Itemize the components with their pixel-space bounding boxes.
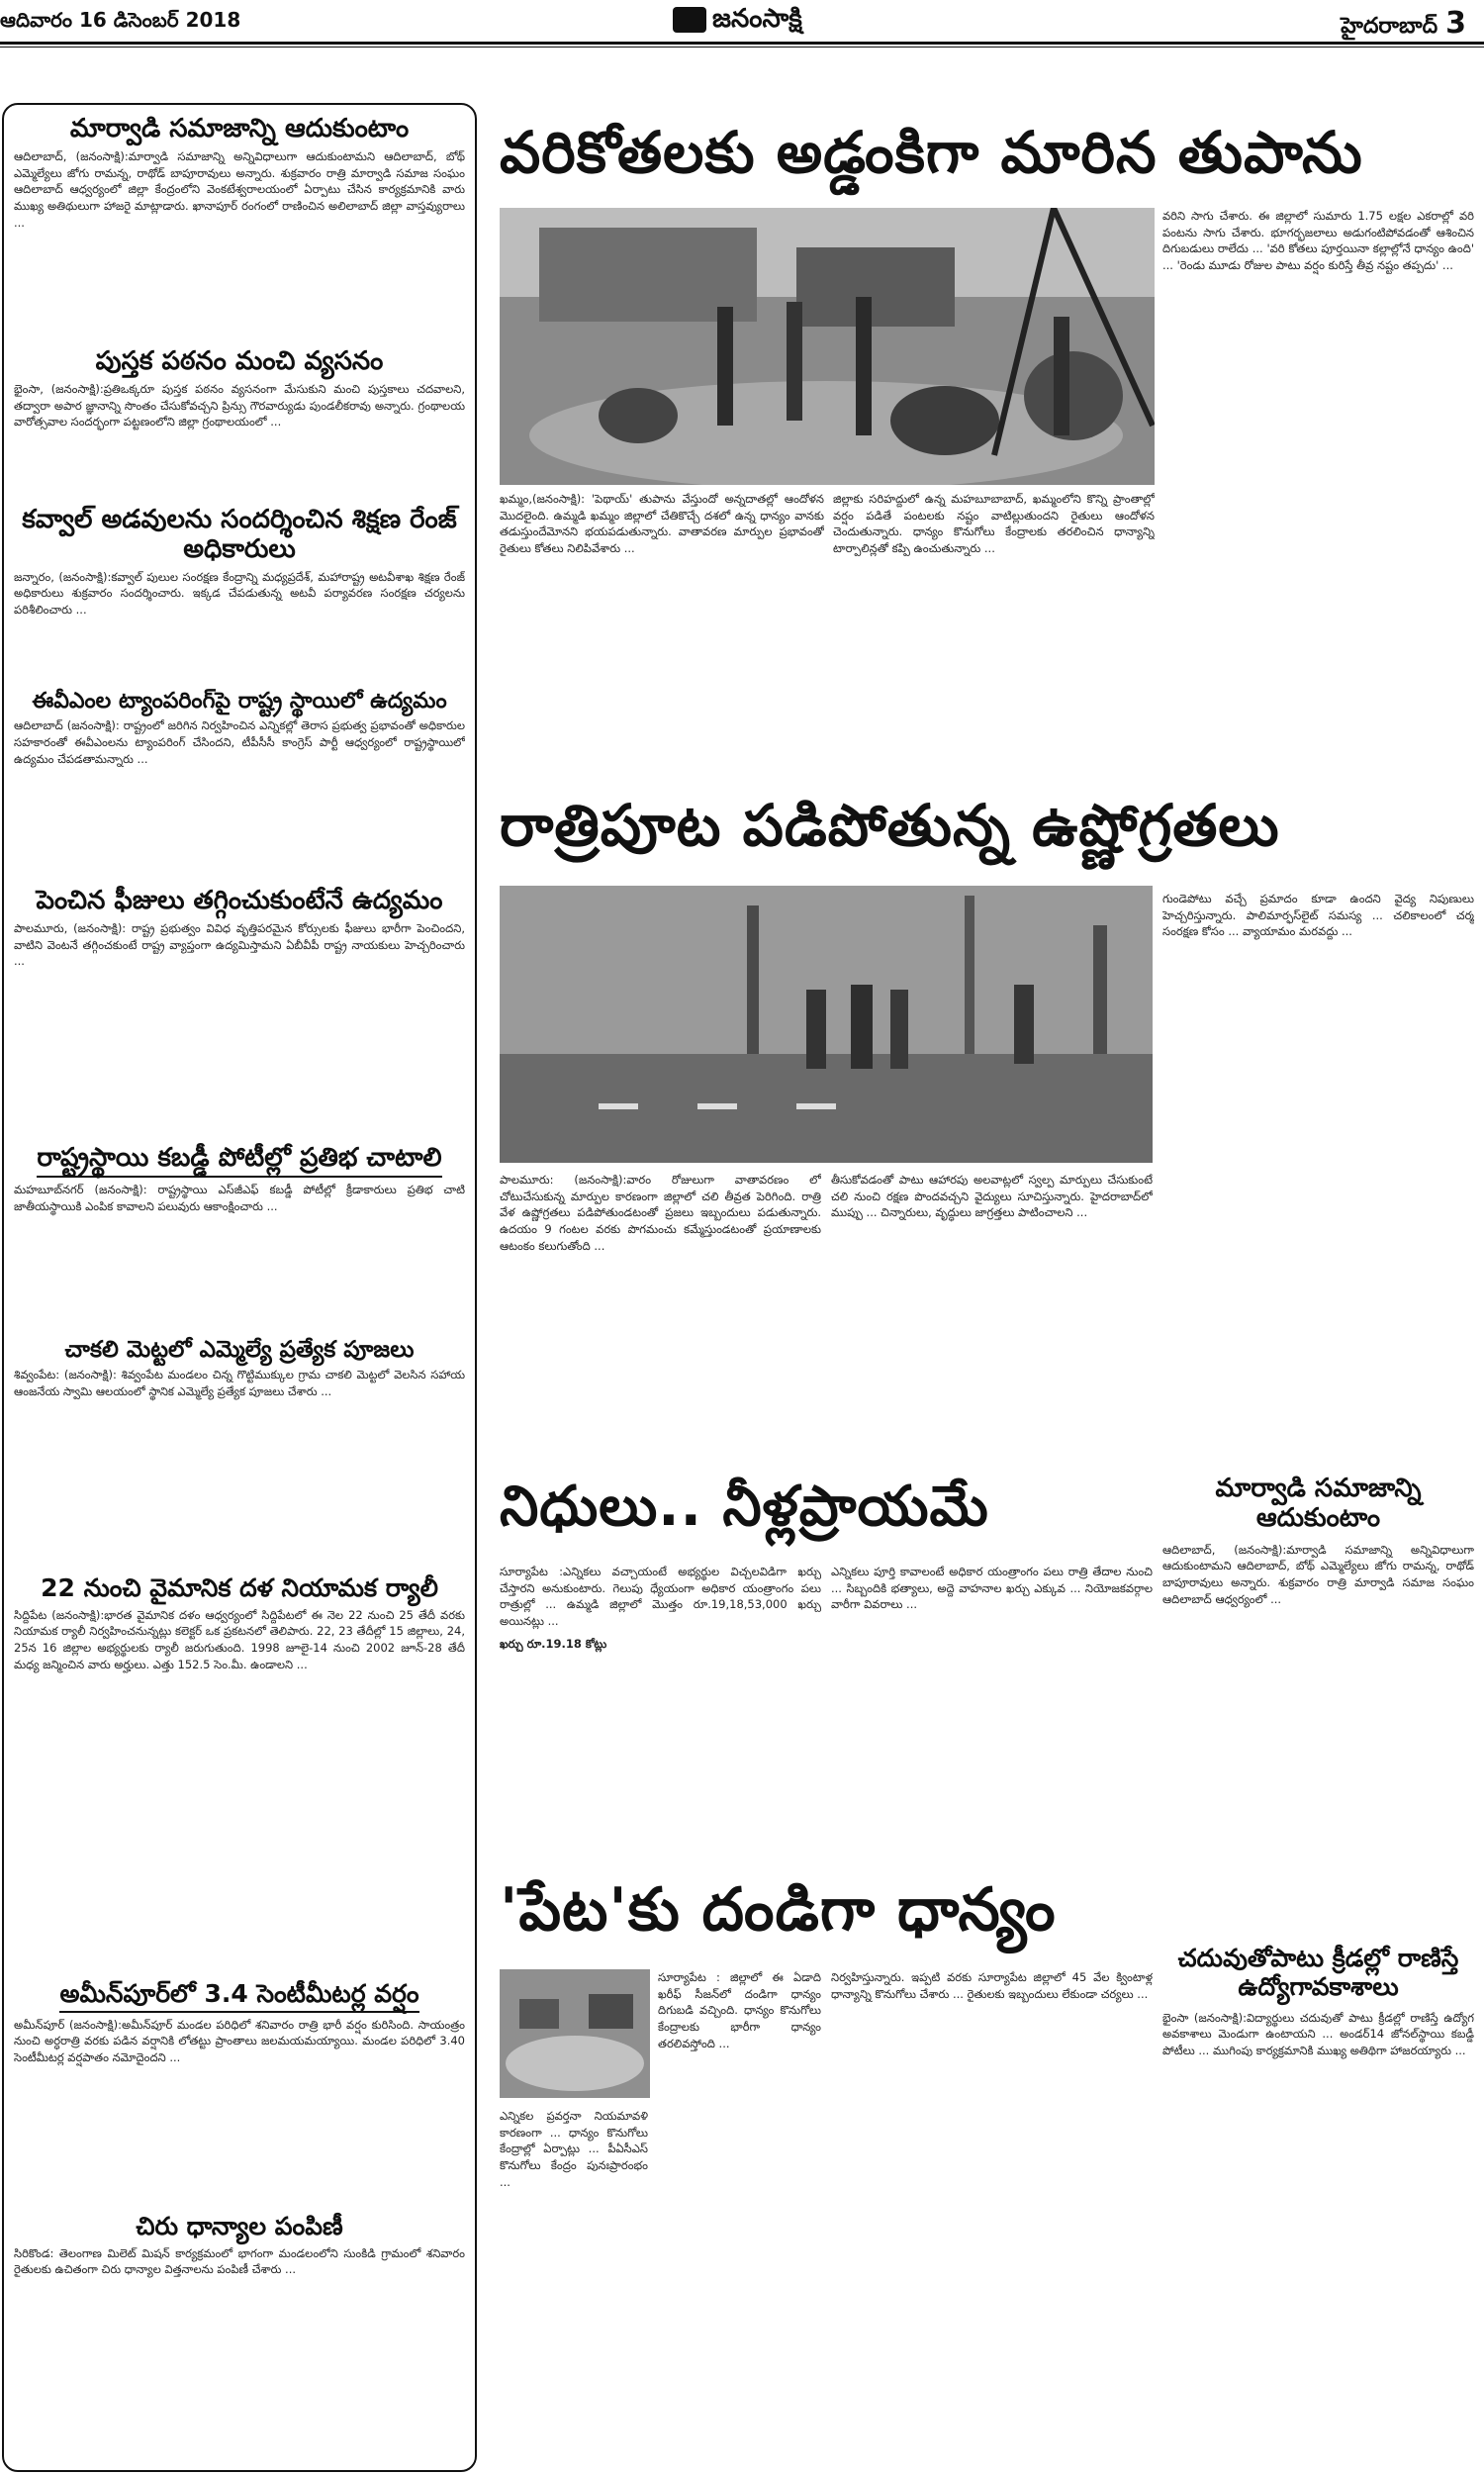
- brief-headline: పుస్తక పఠనం మంచి వ్యసనం: [95, 346, 384, 376]
- pet-col-3: ఎన్నికల ప్రవర్తనా నియమావళి కారణంగా ... ధాన్యం కొనుగోలు కేంద్రాల్లో ఏర్పాట్లు ... పీఏసీఎస్ కొనుగోలు కేంద్రం పునఃప్రారంభం ...: [500, 2109, 648, 2189]
- brief-headline: పెంచిన ఫీజులు తగ్గించుకుంటేనే ఉద్యమం: [36, 886, 443, 915]
- brief-headline: మార్వాడి సమాజాన్ని ఆదుకుంటాం: [69, 114, 410, 143]
- issue-date: ఆదివారం 16 డిసెంబర్ 2018: [0, 8, 241, 32]
- brief-headline: 22 నుంచి వైమానిక దళ నియామక ర్యాలీ: [41, 1573, 438, 1602]
- brief-story: [14, 689, 465, 866]
- fog-photo-illustration: [500, 886, 1153, 1163]
- brief-text: ఆదిలాబాద్ (జనంసాక్షి): రాష్ట్రంలో జరిగిన నిర్వహించిన ఎన్నికల్లో తెరాస ప్రభుత్వ ప్రభావంతో అధికారుల సహకారంతో ఈవీఎంలను ట్యాంపరింగ్ చేసిందని, టీపీసీసీ కాంగ్రెస్ పార్టీ ఆధ్వర్యంలో రాష్ట్రస్థాయిలో ఉద్యమం చేపడతామన్నారు ...: [14, 718, 465, 766]
- brief-headline: కవ్వాల్ అడవులను సందర్శించిన శిక్షణ రేంజ్ అధికారులు: [22, 505, 457, 564]
- brief-headline: [14, 1144, 465, 1178]
- funds-text-1: సూర్యాపేట :ఎన్నికలు వచ్చాయంటే అభ్యర్థుల విచ్చలవిడిగా ఖర్చు చేస్తారని అనుకుంటారు. గెలుపు ధ్యేయంగా అధికార యంత్రాంగం పలు రాత్రుల్లో ... ఉమ్మడి జిల్లాలో మొత్తం రూ.19,18,53,000 ఖర్చు అయినట్లు ...: [500, 1565, 821, 1629]
- grain-photo-illustration: [500, 1969, 650, 2098]
- side-text: ఆదిలాబాద్, (జనంసాక్షి):మార్వాడి సమాజాన్ని అన్నివిధాలుగా ఆదుకుంటామని ఆదిలాబాద్, బోథ్ ఎమ్మెల్యేలు జోగు రామన్న, రాథోడ్ బాపూరావులు అన్నారు. శుక్రవారం రాత్రి మార్వాడి సమాజ సంఘం ఆదిలాబాద్ ఆధ్వర్యంలో ...: [1162, 1542, 1474, 1606]
- masthead: [0, 0, 1484, 77]
- paddy-col-1: ఖమ్మం,(జనంసాక్షి): 'పెథాయ్' తుపాను వేస్తుందో అన్నదాతల్లో ఆందోళన మొదలైంది. ఉమ్మడి ఖమ్మం జిల్లాలో చేతికొచ్చే దశలో ఉన్న ధాన్యం వానకు తడుస్తుందేమోనని భయపడుతున్నారు. వాతావరణ మార్పుల ప్రభావంతో రైతులు కోతలు నిలిపివేశారు ...: [500, 492, 824, 556]
- brief-story: [14, 347, 465, 500]
- brief-headline-text: అమీన్‌పూర్‌లో 3.4 సెంటీమీటర్ల వర్షం: [59, 1980, 418, 2013]
- pet-col-2: నిర్వహిస్తున్నారు. ఇప్పటి వరకు సూర్యాపేట జిల్లాలో 45 వేల క్వింటాళ్ల ధాన్యాన్ని కొనుగోలు చేశారు ... రైతులకు ఇబ్బందులు లేకుండా చర్యలు ...: [831, 1970, 1153, 2001]
- brief-text: భైంసా, (జనంసాక్షి):ప్రతిఒక్కరూ పుస్తక పఠనం వ్యసనంగా మేసుకుని మంచి పుస్తకాలు చదవాలని, తద్వారా అపార జ్ఞానాన్ని సొంతం చేసుకోవచ్చని ప్రిన్సు గౌరవార్యుడు పుండలీకరావు అన్నారు. గ్రంథాలయ వారోత్సవాల సందర్భంగా పట్టణంలోని జిల్లా గ్రంథాలయంలో ...: [14, 381, 465, 429]
- brief-text: మహబూబ్‌నగర్ (జనంసాక్షి): రాష్ట్రస్థాయి ఎస్‌జీఎఫ్ కబడ్డీ పోటీల్లో క్రీడాకారులు ప్రతిభ చాటి జాతీయస్థాయికి ఎంపిక కావాలని పలువురు ఆకాంక్షించారు ...: [14, 1182, 465, 1213]
- brief-headline-text: రాష్ట్రస్థాయి కబడ్డీ పోటీల్లో ప్రతిభ చాటాలి: [37, 1144, 441, 1178]
- farmers-photo-illustration: [500, 208, 1155, 485]
- brief-text: అమీన్‌పూర్ (జనంసాక్షి):అమీన్‌పూర్ మండల పరిధిలో శనివారం రాత్రి భారీ వర్షం కురిసింది. సాయంత్రం నుంచి అర్ధరాత్రి వరకు పడిన వర్షానికి లోతట్టు ప్రాంతాలు జలమయమయ్యాయి. మండల పరిధిలో 3.40 సెంటీమీటర్ల వర్షపాతం నమోదైందని ...: [14, 2017, 465, 2065]
- pet-col-1: సూర్యాపేట : జిల్లాలో ఈ ఏడాది ఖరీఫ్ సీజన్‌లో దండిగా ధాన్యం దిగుబడి వచ్చింది. ధాన్యం కొనుగోలు కేంద్రాలకు భారీగా ధాన్యం తరలివస్తోంది ...: [658, 1970, 821, 2050]
- left-news-column: [2, 103, 477, 2472]
- newspaper-name: జనంసాక్షి: [712, 4, 802, 34]
- brief-headline: చిరు ధాన్యాల పంపిణీ: [136, 2212, 343, 2240]
- photo-grain: [500, 1969, 650, 2098]
- side-headline: చదువుతోపాటు క్రీడల్లో రాణిస్తే ఉద్యోగావకాశాలు: [1177, 1944, 1459, 2001]
- logo-icon: [673, 7, 706, 33]
- photo-paddy-farmers: [500, 208, 1155, 485]
- photo-fog: [500, 886, 1153, 1163]
- brief-text: జన్నారం, (జనంసాక్షి):కవ్వాల్ పులుల సంరక్షణ కేంద్రాన్ని మధ్యప్రదేశ్, మహారాష్ట్ర అటవీశాఖ శిక్షణ రేంజ్ అధికారులు శుక్రవారం సందర్శించారు. ఇక్కడ చేపడుతున్న అటవీ పర్యావరణ సంరక్షణ చర్యలను పరిశీలించారు ...: [14, 569, 465, 618]
- brief-text: సిద్దిపేట (జనంసాక్షి):భారత వైమానిక దళం ఆధ్వర్యంలో సిద్దిపేటలో ఈ నెల 22 నుంచి 25 తేదీ వరకు నియామక ర్యాలీ నిర్వహించనున్నట్లు కలెక్టర్ ఒక ప్రకటనలో తెలిపారు. 22, 23 తేదీల్లో 15 జిల్లాలు, 24, 25న 16 జిల్లాల అభ్యర్థులకు ర్యాలీ జరుగుతుంది. 1998 జూలై-14 నుంచి 2002 జూన్-28 తేదీ మధ్య జన్మించిన వారు అర్హులు. ఎత్తు 152.5 సెం.మీ. ఉండాలని ...: [14, 1607, 465, 1671]
- page-number: 3: [1445, 6, 1466, 41]
- header-rule-thin: [0, 47, 1484, 48]
- brief-text: సిరికొండ: తెలంగాణ మిలెట్ మిషన్ కార్యక్రమంలో భాగంగా మండలంలోని సుంకిడి గ్రామంలో శనివారం రైతులకు ఉచితంగా చిరు ధాన్యాల విత్తనాలను పంపిణీ చేశారు ...: [14, 2245, 465, 2277]
- cold-col-1: పాలమూరు: (జనంసాక్షి):వారం రోజులుగా వాతావరణం లో చోటుచేసుకున్న మార్పుల కారణంగా జిల్లాలో చలి తీవ్రత పెరిగింది. రాత్రి వేళ ఉష్ణోగ్రతలు పడిపోతుండటంతో ప్రజలు ఇబ్బందులు పడుతున్నారు. ఉదయం 9 గంటల వరకు పొగమంచు కమ్మేస్తుండటంతో ప్రయాణాలకు ఆటంకం కలుగుతోంది ...: [500, 1173, 821, 1253]
- brief-story: [14, 506, 465, 678]
- side-story-marwadi: [1162, 1475, 1474, 1928]
- brief-story: [14, 1574, 465, 1968]
- side-headline: మార్వాడి సమాజాన్ని ఆదుకుంటాం: [1215, 1474, 1422, 1533]
- newspaper-logo: [673, 4, 802, 40]
- paddy-col-3: వరిని సాగు చేశారు. ఈ జిల్లాలో సుమారు 1.75 లక్షల ఎకరాల్లో వరి పంటను సాగు చేశారు. భూగర్భజలాలు అడుగంటిపోవడంతో ఆశించిన దిగుబడులు రాలేదు ... 'వరి కోతలు పూర్తయినా కల్లాల్లోనే ధాన్యం ఉంది' ... 'రెండు మూడు రోజుల పాటు వర్షం కురిస్తే తీవ్ర నష్టం తప్పదు' ...: [1162, 209, 1474, 273]
- brief-headline: [14, 1980, 465, 2013]
- headline-paddy: వరికోతలకు అడ్డంకిగా మారిన తుపాను: [500, 119, 1363, 186]
- headline-pet: 'పేట'కు దండిగా ధాన్యం: [500, 1875, 1057, 1945]
- brief-text: ఆదిలాబాద్, (జనంసాక్షి):మార్వాడి సమాజాన్ని అన్నివిధాలుగా ఆదుకుంటామని ఆదిలాబాద్, బోథ్ ఎమ్మెల్యేలు జోగు రామన్న, రాథోడ్ బాపూరావులు అన్నారు. శుక్రవారం రాత్రి మార్వాడి సమాజ సంఘం ఆదిలాబాద్ ఆధ్వర్యంలో జిల్లా కేంద్రంలోని వెంకటేశ్వరాలయంలో ఏర్పాటు చేసిన కార్యక్రమానికి వారు ముఖ్య అతిథులుగా హాజరై మాట్లాడారు. ఖానాపూర్ రంగంలో రాణించిన అలిలాబాద్ జిల్లా వాస్తవ్యురాలు ...: [14, 148, 465, 230]
- side-story-sports: [1162, 1945, 1474, 2445]
- edition-city: [1341, 6, 1466, 44]
- brief-story: [14, 1337, 465, 1555]
- brief-text: పాలమూరు, (జనంసాక్షి): రాష్ట్ర ప్రభుత్వం వివిధ వృత్తిపరమైన కోర్సులకు ఫీజులు భారీగా పెంచిందని, వాటిని వెంటనే తగ్గించకుంటే రాష్ట్ర వ్యాప్తంగా ఉద్యమిస్తామని ఏబీవీపీ రాష్ట్ర నాయకులు హెచ్చరించారు ...: [14, 920, 465, 969]
- brief-story: [14, 115, 465, 336]
- funds-col-2: ఎన్నికలు పూర్తి కావాలంటే అధికార యంత్రాంగం పలు రాత్రి తేదాల నుంచి ... సిబ్బందికి భత్యాలు, అద్దె వాహనాల ఖర్చు ఎక్కువ ... నియోజకవర్గాల వారీగా వివరాలు ...: [831, 1565, 1153, 1612]
- header-rule: [0, 42, 1484, 45]
- funds-col-1: [500, 1564, 821, 1831]
- funds-subhead: ఖర్చు రూ.19.18 కోట్లు: [500, 1636, 607, 1651]
- brief-story: [14, 887, 465, 1128]
- brief-story: [14, 1144, 465, 1330]
- brief-headline: ఈవీఎంల ట్యాంపరింగ్‌పై రాష్ట్ర స్థాయిలో ఉద్యమం: [32, 689, 447, 714]
- brief-story: [14, 1980, 465, 2195]
- brief-text: శివ్వంపేట: (జనంసాక్షి): శివ్వంపేట మండలం చిన్న గొట్టిముక్కుల గ్రామ చాకలి మెట్టలో వెలసిన సహాయ ఆంజనేయ స్వామి ఆలయంలో స్థానిక ఎమ్మెల్యే ప్రత్యేక పూజలు చేశారు ...: [14, 1368, 465, 1399]
- brief-headline: చాకలి మెట్టలో ఎమ్మెల్యే ప్రత్యేక పూజలు: [64, 1337, 415, 1363]
- cold-col-2: తీసుకోవడంతో పాటు ఆహారపు అలవాట్లలో స్వల్ప మార్పులు చేసుకుంటే చలి నుంచి రక్షణ పొందవచ్చని వైద్యులు సూచిస్తున్నారు. హైదరాబాద్‌లో ముప్పు ... చిన్నారులు, వృద్ధులు జాగ్రత్తలు పాటించాలని ...: [831, 1173, 1153, 1220]
- brief-story: [14, 2213, 465, 2472]
- headline-funds: నిధులు.. నీళ్లప్రాయమే: [500, 1475, 989, 1539]
- city-name: హైదరాబాద్: [1341, 14, 1438, 39]
- cold-col-3: గుండెపోటు వచ్చే ప్రమాదం కూడా ఉందని వైద్య నిపుణులు హెచ్చరిస్తున్నారు. పాలిమార్ఫస్‌లైట్ సమస్య ... చలికాలంలో చర్మ సంరక్షణ కోసం ... వ్యాయామం మరవద్దు ...: [1162, 892, 1474, 939]
- headline-cold: రాత్రిపూట పడిపోతున్న ఉష్ణోగ్రతలు: [500, 792, 1280, 859]
- side-text: భైంసా (జనంసాక్షి):విద్యార్థులు చదువుతో పాటు క్రీడల్లో రాణిస్తే ఉద్యోగ అవకాశాలు మెండుగా ఉంటాయని ... అండర్14 జోనల్‌స్థాయి కబడ్డీ పోటీలు ... ముగింపు కార్యక్రమానికి ముఖ్య అతిథిగా హాజరయ్యారు ...: [1162, 2010, 1474, 2057]
- paddy-col-2: జిల్లాకు సరిహద్దులో ఉన్న మహబూబాబాద్, ఖమ్మంలోని కొన్ని ప్రాంతాల్లో వర్షం పడితే పంటలకు నష్టం వాటిల్లుతుందని రైతులు ఆందోళన చెందుతున్నారు. ధాన్యం కొనుగోలు కేంద్రాలకు తరలించిన ధాన్యాన్ని టార్పాలిన్లతో కప్పి ఉంచుతున్నారు ...: [833, 492, 1155, 556]
